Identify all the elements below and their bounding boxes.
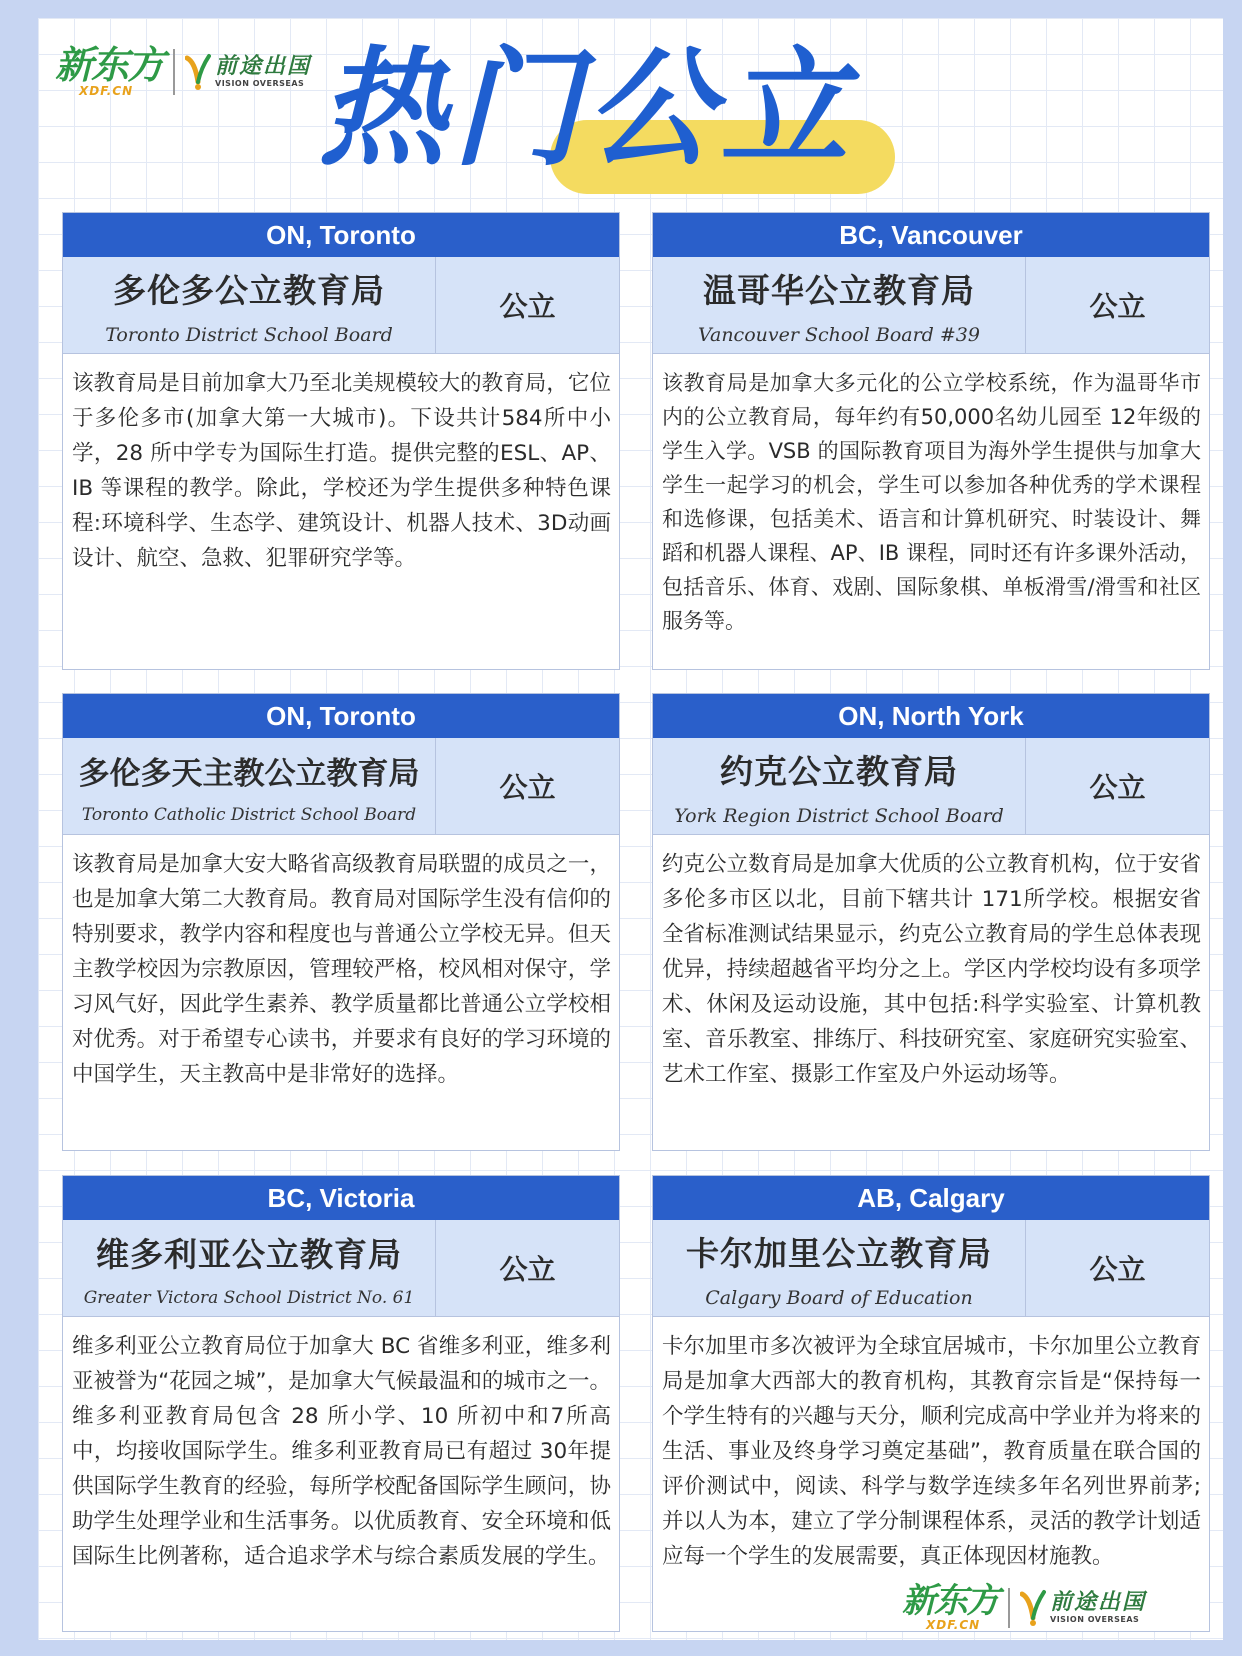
card-type-badge: 公立 — [1026, 738, 1209, 834]
card-header — [653, 738, 1209, 835]
vision-overseas-logo-cn: 前途出国 — [215, 53, 312, 79]
vision-overseas-logo — [1020, 1588, 1146, 1628]
vision-overseas-icon — [1020, 1588, 1046, 1628]
school-board-card — [652, 212, 1210, 670]
card-type-badge: 公立 — [436, 738, 619, 834]
card-header — [63, 1220, 619, 1317]
card-description: 该教育局是加拿大多元化的公立学校系统，作为温哥华市内的公立教育局，每年约有50,000名幼儿园至 12年级的学生入学。VSB 的国际教育项目为海外学生提供与加拿大学生一起学习的机会，学生可以参加各种优秀的学术课程和选修课，包括美术、语言和计算机研究、时装设计、舞蹈和机器人课程、AP、IB 课程，同时还有许多课外活动，包括音乐、体育、戏剧、国际象棋、单板滑雪/滑雪和社区服务等。 — [662, 371, 1201, 633]
school-board-card — [62, 693, 620, 1151]
vision-overseas-logo-cn: 前途出国 — [1050, 1589, 1147, 1615]
card-name-en: Toronto Catholic District School Board — [81, 804, 417, 825]
card-header — [63, 257, 619, 354]
vision-overseas-logo — [185, 52, 311, 92]
logo-divider — [173, 49, 175, 95]
card-description: 维多利亚公立教育局位于加拿大 BC 省维多利亚，维多利亚被誉为“花园之城”，是加拿大气候最温和的城市之一。维多利亚教育局包含 28 所小学、10 所初中和7所高中，均接收国际学生。维多利亚教育局已有超过 30年提供国际学生教育的经验，每所学校配备国际学生顾问，协助学生处理学业和生活事务。以优质教育、安全环境和低国际生比例著称，适合追求学术与综合素质发展的学生。 — [72, 1334, 611, 1569]
card-type-badge: 公立 — [1026, 257, 1209, 353]
school-board-card — [62, 1175, 620, 1632]
school-board-card — [652, 1175, 1210, 1632]
card-description: 该教育局是加拿大安大略省高级教育局联盟的成员之一，也是加拿大第二大教育局。教育局对国际学生没有信仰的特别要求，教学内容和程度也与普通公立学校无异。但天主教学校因为宗教原因，管理较严格，校风相对保守，学习风气好，因此学生素养、教学质量都比普通公立学校相对优秀。对于希望专心读书，并要求有良好的学习环境的中国学生，天主教高中是非常好的选择。 — [72, 852, 611, 1087]
card-type-badge: 公立 — [436, 1220, 619, 1316]
school-board-card — [62, 212, 620, 670]
card-description: 卡尔加里市多次被评为全球宜居城市，卡尔加里公立教育局是加拿大西部大的教育机构，其教育宗旨是“保持每一个学生特有的兴趣与天分，顺利完成高中学业并为将来的生活、事业及终身学习奠定基础”，教育质量在联合国的评价测试中，阅读、科学与数学连续多年名列世界前茅;并以人为本，建立了学分制课程体系，灵活的教学计划适应每一个学生的发展需要，真正体现因材施教。 — [662, 1334, 1201, 1569]
card-name-cn: 温哥华公立教育局 — [703, 270, 975, 310]
card-location: ON, Toronto — [63, 694, 619, 738]
card-location: ON, Toronto — [63, 213, 619, 257]
card-header — [653, 1220, 1209, 1317]
vision-overseas-logo-en: VISION OVERSEAS — [1050, 1615, 1140, 1624]
school-board-card — [652, 693, 1210, 1151]
card-name-en: Calgary Board of Education — [705, 1286, 973, 1309]
card-location: BC, Victoria — [63, 1176, 619, 1220]
card-name-cn: 卡尔加里公立教育局 — [686, 1233, 992, 1273]
card-name-en: Toronto District School Board — [105, 323, 393, 346]
xdf-logo-en: XDF.CN — [79, 84, 134, 98]
footer-brand — [902, 1581, 1147, 1632]
card-description: 该教育局是目前加拿大乃至北美规模较大的教育局，它位于多伦多市(加拿大第一大城市)。下设共计584所中小学，28 所中学专为国际生打造。提供完整的ESL、AP、IB 等课程的教学。除此，学校还为学生提供多种特色课程:环境科学、生态学、建筑设计、机器人技术、3D动画设计、航空、急救、犯罪研究学等。 — [72, 371, 611, 571]
card-name-cn: 约克公立教育局 — [720, 751, 958, 791]
card-type-badge: 公立 — [436, 257, 619, 353]
card-header — [653, 257, 1209, 354]
xdf-logo — [902, 1581, 998, 1632]
card-name-cn: 多伦多天主教公立教育局 — [78, 755, 420, 792]
vision-overseas-icon — [185, 52, 211, 92]
xdf-logo-cn: 新东方 — [902, 1581, 998, 1621]
card-description: 约克公立数育局是加拿大优质的公立教育机构，位于安省多伦多市区以北，目前下辖共计 171所学校。根据安省全省标准测试结果显示，约克公立教育局的学生总体表现优异，持续超越省平均分之上。学区内学校均设有多项学术、休闲及运动设施，其中包括:科学实验室、计算机教室、音乐教室、排练厅、科技研究室、家庭研究实验室、艺术工作室、摄影工作室及户外运动场等。 — [662, 852, 1201, 1087]
card-header — [63, 738, 619, 835]
vision-overseas-logo-en: VISION OVERSEAS — [215, 79, 305, 88]
card-location: ON, North York — [653, 694, 1209, 738]
card-type-badge: 公立 — [1026, 1220, 1209, 1316]
xdf-logo-en: XDF.CN — [926, 1618, 981, 1632]
xdf-logo-cn: 新东方 — [55, 43, 164, 87]
card-location: AB, Calgary — [653, 1176, 1209, 1220]
card-name-en: York Region District School Board — [674, 804, 1004, 827]
card-name-cn: 多伦多公立教育局 — [113, 270, 385, 310]
xdf-logo — [55, 43, 164, 98]
card-name-en: Greater Victora School District No. 61 — [83, 1287, 415, 1308]
card-name-en: Vancouver School Board #39 — [698, 323, 980, 346]
header-brand — [55, 43, 312, 98]
page-title: 热门公立 — [318, 35, 855, 184]
card-name-cn: 维多利亚公立教育局 — [96, 1234, 402, 1274]
logo-divider — [1008, 1588, 1010, 1628]
card-location: BC, Vancouver — [653, 213, 1209, 257]
